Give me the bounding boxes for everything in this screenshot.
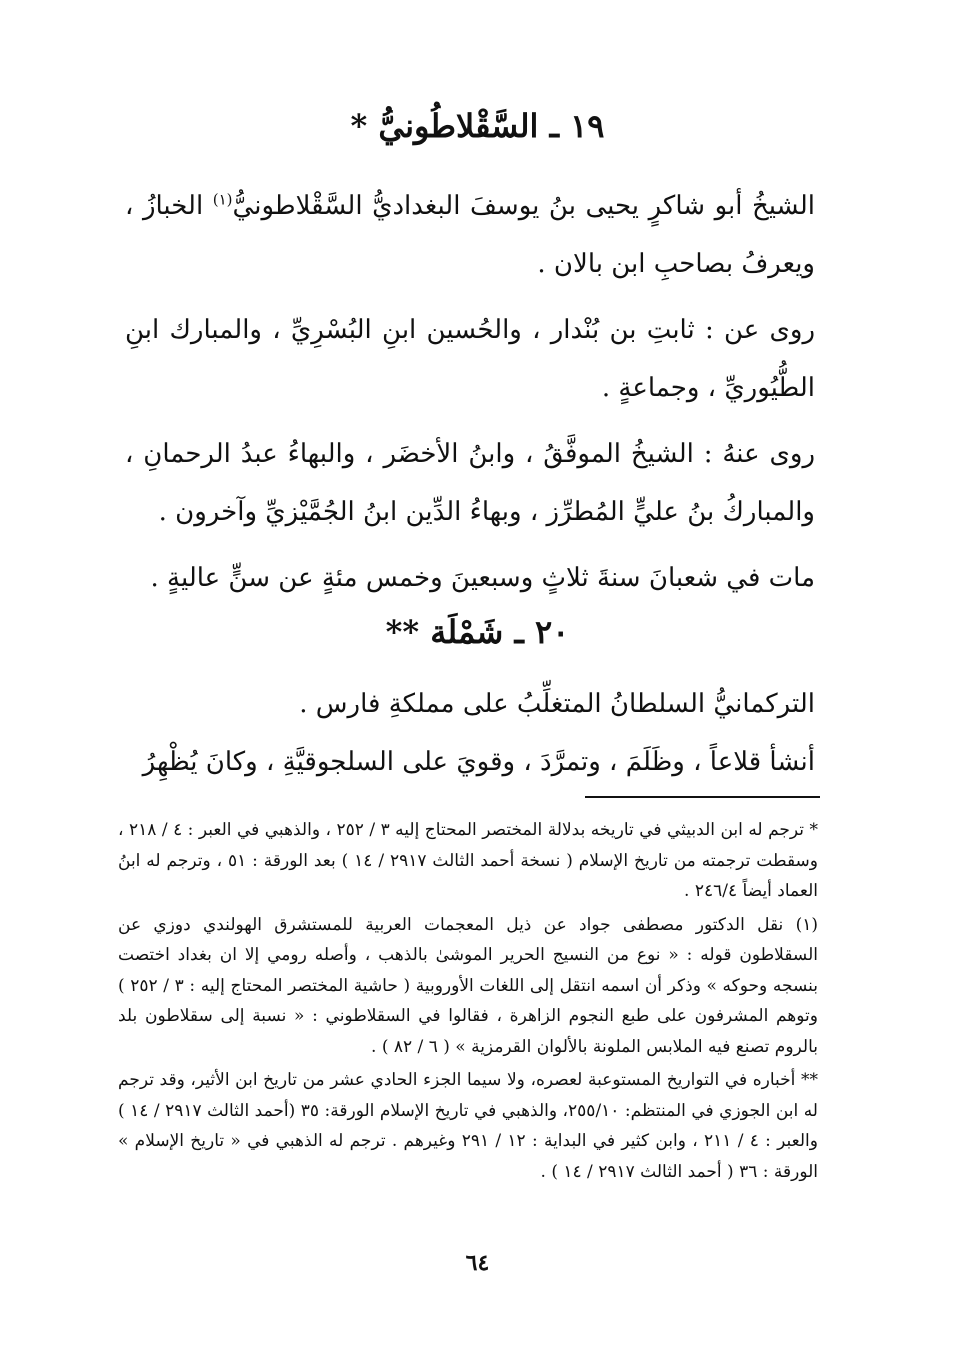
entry-20-heading: ٢٠ ـ شَمْلَة ** bbox=[385, 613, 570, 651]
footnote-divider bbox=[585, 796, 820, 798]
footnote-1-marker: (١) bbox=[212, 190, 233, 209]
entry-20-line-2: أنشأ قلاعاً ، وظَلَمَ ، وتمرَّدَ ، وقويَ على السلجوقيَّةِ ، وكانَ يُظْهِرُ bbox=[142, 747, 815, 777]
entry-19-death: مات في شعبانَ سنةَ ثلاثٍ وسبعينَ وخمس مئةٍ عن سنٍّ عاليةٍ . bbox=[150, 563, 815, 593]
entry-19-name-text: الشيخُ أبو شاكرٍ يحيى بنُ يوسفَ البغداديُّ السَّقْلاطونيُّ bbox=[232, 191, 815, 221]
footnote-star: * ترجم له ابن الدبيثي في تاريخه بدلالة المختصر المحتاج إليه ٣ / ٢٥٢ ، والذهبي في العبر : ٤ / ٢١٨ ، وسقطت ترجمته من تاريخ الإسلام ( نسخة أحمد الثالث ٢٩١٧ / ١٤ ) بعد الورقة : ٥١ ، وترجم له ابنُ العماد أيضاً ٢٤٦/٤ . bbox=[118, 820, 818, 901]
entry-19-name-text-continued: الخبازُ ، ويعرفُ بصاحبِ ابن بالان . bbox=[125, 191, 815, 279]
entry-20-line-1: التركمانيُّ السلطانُ المتغلِّبُ على مملكةِ فارس . bbox=[299, 689, 815, 719]
entry-19-name-paragraph bbox=[125, 177, 815, 293]
footnote-1: (١) نقل الدكتور مصطفى جواد عن ذيل المعجمات العربية للمستشرق الهولندي دوزي عن السقلاطون قوله : « نوع من النسيج الحرير الموشىٰ بالذهب ، وأصله رومي إلا ان بغداد اختصت بنسجه وحوكه » وذكر أن اسمه انتقل إلى اللغات الأوروبية ( حاشية المختصر المحتاج إليه : ٣ / ٢٥٢ ) وتوهم المشرفون على طبع النجوم الزاهرة ، فقالوا في السقلاطوني : « نسبة إلى سقلاطون بلد بالروم تصنع فيه الملابس الملونة بالألوان القرمزية » ( ٦ / ٨٢ ) . bbox=[118, 914, 818, 1057]
footnote-double-star: ** أخباره في التواريخ المستوعبة لعصره، ولا سيما الجزء الحادي عشر من تاريخ ابن الأثير، وقد ترجم له ابن الجوزي في المنتظم: ٢٥٥/١٠، والذهبي في تاريخ الإسلام الورقة: ٣٥ (أحمد الثالث ٢٩١٧ / ١٤ ) والعبر : ٤ / ٢١١ ، وابن كثير في البداية : ١٢ / ٢٩١ وغيرهم . ترجم له الذهبي في « تاريخ الإسلام » الورقة : ٣٦ ( أحمد الثالث ٢٩١٧ / ١٤ ) . bbox=[118, 1070, 818, 1182]
entry-19-narrated-by: روى عنهُ : الشيخُ الموفَّقُ ، وابنُ الأخضَر ، والبهاءُ عبدُ الرحمانِ ، والمباركُ بنُ عليٍّ المُطرِّز ، وبهاءُ الدِّين ابنُ الجُمَّيْزيِّ وآخرون . bbox=[125, 439, 815, 527]
page-number: ٦٤ bbox=[465, 1250, 490, 1276]
footnotes bbox=[118, 815, 818, 1187]
entry-19-body bbox=[125, 177, 815, 607]
entry-19-heading: ١٩ ـ السَّقْلاطُونيُّ * bbox=[350, 107, 605, 145]
entry-20-body bbox=[125, 675, 815, 791]
entry-19-narrated-from: روى عن : ثابتِ بن بُنْدار ، والحُسين ابنِ البُسْرِيِّ ، والمبارك ابنِ الطُّيُوريِّ ، وجماعةٍ . bbox=[125, 315, 815, 403]
